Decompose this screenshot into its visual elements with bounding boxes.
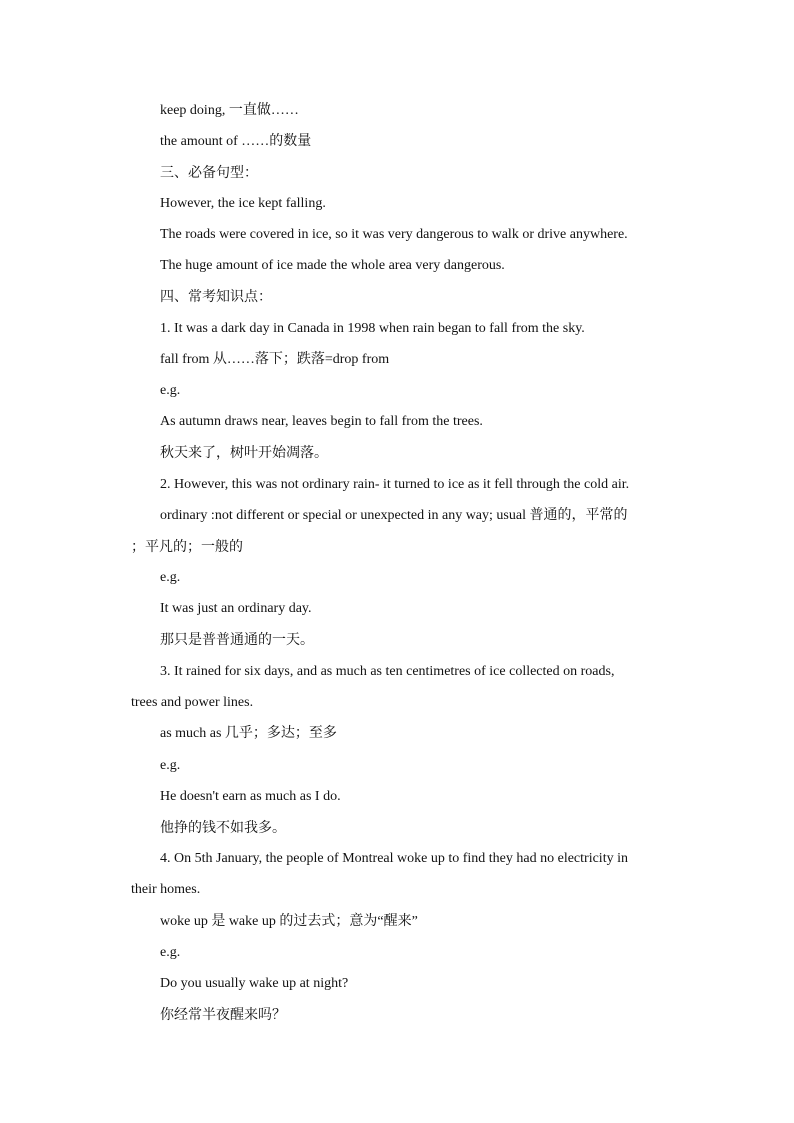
point-2-definition-cont: ；平凡的；一般的 (131, 539, 243, 555)
vocab-the-amount-of: the amount of ……的数量 (160, 134, 312, 149)
point-3-sentence-cont: trees and power lines. (131, 695, 254, 710)
point-1-example: As autumn draws near, leaves begin to fall from the trees. (160, 414, 483, 429)
point-1-eg-label: e.g. (160, 383, 181, 398)
point-3-example: He doesn't earn as much as I do. (160, 789, 341, 804)
point-2-translation: 那只是普普通通的一天。 (160, 632, 314, 648)
point-3-translation: 他挣的钱不如我多。 (160, 820, 286, 836)
point-2-example: It was just an ordinary day. (160, 601, 312, 616)
vocab-keep-doing: keep doing, 一直做…… (160, 103, 299, 118)
sentence-huge-amount: The huge amount of ice made the whole area very dangerous. (160, 258, 505, 273)
point-4-sentence: 4. On 5th January, the people of Montreal woke up to find they had no electricity in (160, 851, 628, 866)
point-1-sentence: 1. It was a dark day in Canada in 1998 when rain began to fall from the sky. (160, 321, 585, 336)
point-3-sentence: 3. It rained for six days, and as much as ten centimetres of ice collected on roads, (160, 664, 615, 679)
point-4-eg-label: e.g. (160, 945, 181, 960)
sentence-ice-kept-falling: However, the ice kept falling. (160, 196, 326, 211)
section-heading-sentences: 三、必备句型： (160, 165, 258, 181)
point-2-definition: ordinary :not different or special or unexpected in any way; usual 普通的，平常的 (160, 508, 628, 523)
point-4-example: Do you usually wake up at night? (160, 976, 349, 991)
point-4-phrase: woke up 是 wake up 的过去式；意为“醒来” (160, 914, 418, 929)
point-4-sentence-cont: their homes. (131, 882, 201, 897)
sentence-roads-covered: The roads were covered in ice, so it was very dangerous to walk or drive anywhere. (160, 227, 628, 242)
point-3-phrase: as much as 几乎；多达；至多 (160, 726, 337, 741)
point-2-eg-label: e.g. (160, 570, 181, 585)
section-heading-knowledge: 四、常考知识点： (160, 289, 272, 305)
point-3-eg-label: e.g. (160, 758, 181, 773)
point-1-phrase: fall from 从……落下；跌落=drop from (160, 352, 390, 367)
point-4-translation: 你经常半夜醒来吗？ (160, 1007, 286, 1023)
point-1-translation: 秋天来了，树叶开始凋落。 (160, 445, 328, 461)
point-2-sentence: 2. However, this was not ordinary rain- it turned to ice as it fell through the cold air. (160, 477, 630, 492)
